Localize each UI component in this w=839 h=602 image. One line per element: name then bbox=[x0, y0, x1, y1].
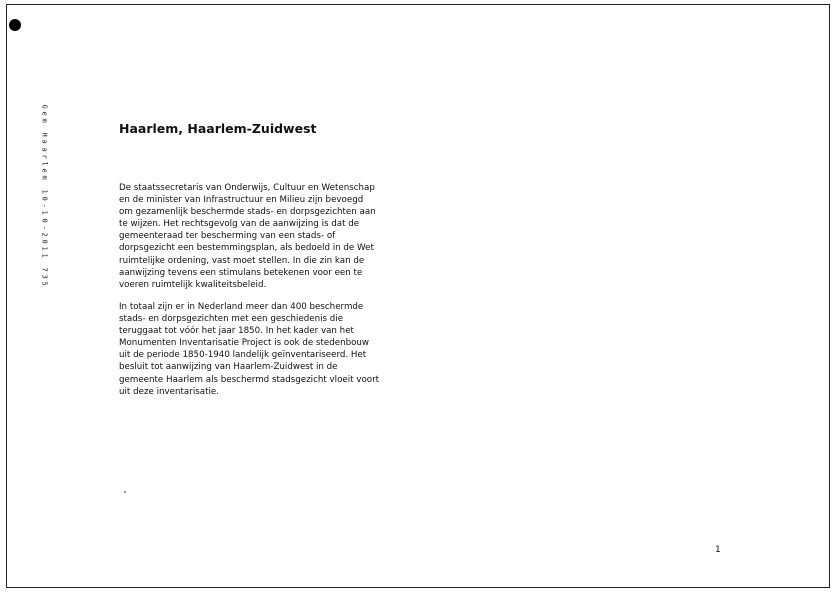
page-number: 1 bbox=[715, 545, 721, 555]
paragraph-line: te wijzen. Het rechtsgevolg van de aanwijzing is dat de bbox=[119, 219, 360, 230]
stamp-character: 1 bbox=[40, 246, 49, 251]
paragraph-line: uit deze inventarisatie. bbox=[119, 386, 220, 397]
stamp-character: a bbox=[40, 147, 49, 152]
paragraph-1 bbox=[119, 182, 399, 291]
stamp-character: 3 bbox=[40, 274, 49, 279]
paragraph-line: en de minister van Infrastructuur en Milieu zijn bevoegd bbox=[119, 195, 364, 206]
paragraph-line: voeren ruimtelijk kwaliteitsbeleid. bbox=[119, 279, 267, 290]
stamp-character: 1 bbox=[40, 253, 49, 258]
stamp-character: r bbox=[40, 154, 49, 159]
stamp-character: 0 bbox=[40, 196, 49, 201]
paragraph-line: stads- en dorpsgezichten met een geschiedenis die bbox=[119, 314, 344, 325]
stamp-character: e bbox=[40, 168, 49, 173]
scan-speck bbox=[124, 491, 126, 493]
paragraph-2 bbox=[119, 301, 399, 398]
stamp-character: 0 bbox=[40, 217, 49, 223]
document-title: Haarlem, Haarlem-Zuidwest bbox=[119, 121, 317, 136]
page-border bbox=[6, 4, 830, 588]
stamp-character: 0 bbox=[40, 239, 49, 244]
paragraph-line: In totaal zijn er in Nederland meer dan 400 beschermde bbox=[119, 302, 364, 312]
paragraph-line: om gezamenlijk beschermde stads- en dorpsgezichten aan bbox=[119, 207, 376, 218]
paragraph-line: dorpsgezicht een bestemmingsplan, als bedoeld in de Wet bbox=[119, 243, 374, 254]
stamp-character: 1 bbox=[40, 210, 49, 216]
stamp-character: l bbox=[40, 161, 49, 166]
stamp-character: 7 bbox=[40, 267, 49, 272]
stamp-character: H bbox=[40, 132, 49, 138]
paragraph-line: De staatssecretaris van Onderwijs, Cultuur en Wetenschap bbox=[119, 183, 375, 193]
stamp-character: G bbox=[40, 104, 49, 109]
stamp-character: - bbox=[40, 203, 49, 208]
stamp-character: a bbox=[40, 139, 49, 145]
stamp-character: 1 bbox=[40, 189, 49, 194]
stamp-character: m bbox=[40, 118, 49, 123]
paragraph-line: aanwijzing tevens een stimulans betekenen voor een te bbox=[119, 267, 363, 278]
stamp-character: - bbox=[40, 225, 49, 230]
paragraph-line: ruimtelijke ordening, vast moet stellen. In die zin kan de bbox=[119, 255, 365, 266]
paragraph-line: uit de periode 1850-1940 landelijk geïnventariseerd. Het bbox=[119, 350, 367, 361]
paragraph-line: teruggaat tot vóór het jaar 1850. In het kader van het bbox=[119, 326, 354, 337]
paragraph-line: gemeente Haarlem als beschermd stadsgezicht vloeit voort bbox=[119, 374, 380, 385]
stamp-character: e bbox=[40, 111, 49, 116]
registration-stamp bbox=[39, 103, 49, 287]
stamp-character: 2 bbox=[40, 232, 49, 237]
paragraph-line: besluit tot aanwijzing van Haarlem-Zuidwest in de bbox=[119, 362, 338, 373]
paragraph-line: gemeenteraad ter bescherming van een stads- of bbox=[119, 231, 336, 242]
stamp-character: 5 bbox=[40, 281, 49, 286]
paragraph-line: Monumenten Inventarisatie Project is ook de stedenbouw bbox=[119, 338, 370, 349]
punch-hole-mark bbox=[9, 19, 21, 31]
stamp-character: m bbox=[40, 175, 49, 180]
